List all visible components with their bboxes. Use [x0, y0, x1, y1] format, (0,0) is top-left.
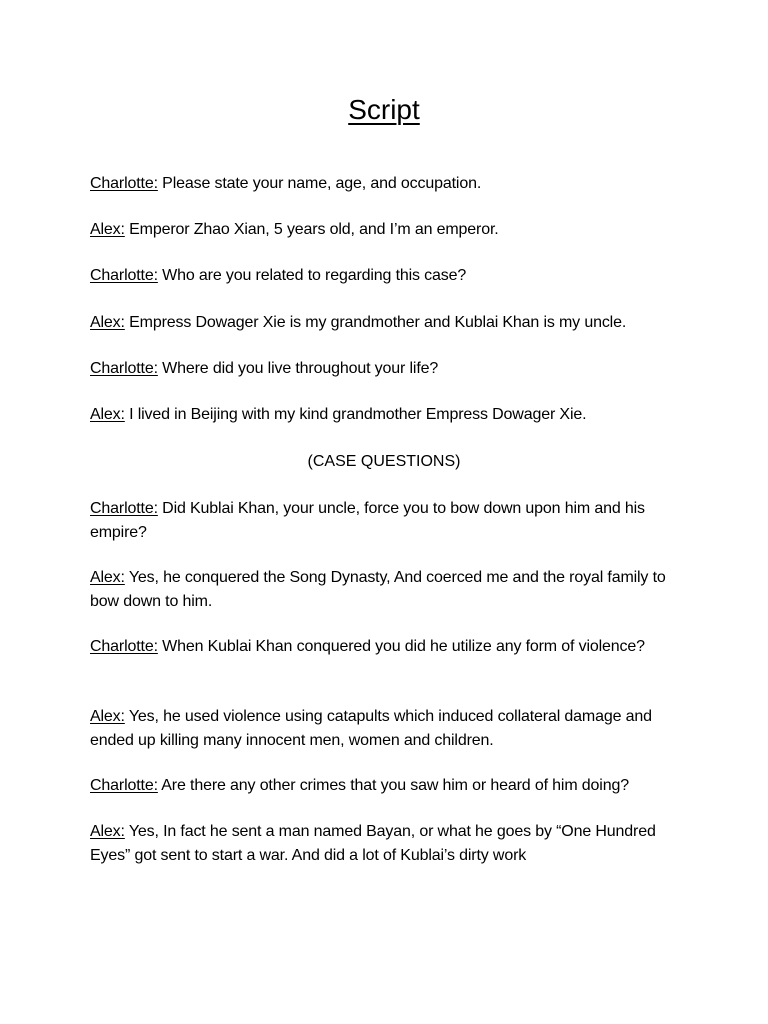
dialogue-text: Yes, In fact he sent a man named Bayan, or what he goes by “One Hundred Eyes” got sent to start a war. And did a lot of Kublai’s dirty work — [90, 823, 656, 864]
dialogue-text: Yes, he conquered the Song Dynasty, And coerced me and the royal family to bow down to him. — [90, 569, 666, 610]
section-heading: (CASE QUESTIONS) — [307, 453, 461, 470]
speaker-label: Alex: — [90, 406, 125, 423]
dialogue-line — [90, 774, 690, 798]
dialogue-text: Who are you related to regarding this case? — [157, 267, 467, 284]
dialogue-text: Please state your name, age, and occupation. — [157, 175, 482, 192]
dialogue-line — [90, 311, 690, 335]
speaker-label: Charlotte: — [90, 267, 158, 284]
speaker-label: Charlotte: — [90, 638, 158, 655]
dialogue-text: I lived in Beijing with my kind grandmother Empress Dowager Xie. — [124, 406, 587, 423]
dialogue-text: Empress Dowager Xie is my grandmother and Kublai Khan is my uncle. — [124, 314, 627, 331]
dialogue-text: Yes, he used violence using catapults which induced collateral damage and ended up killing many innocent men, women and children. — [90, 708, 652, 749]
dialogue-line — [90, 635, 690, 659]
dialogue-line — [90, 403, 690, 427]
dialogue-line — [90, 820, 690, 867]
speaker-label: Alex: — [90, 823, 125, 840]
dialogue-line — [90, 172, 690, 196]
document-title: Script — [348, 94, 420, 125]
dialogue-line — [90, 218, 690, 242]
dialogue-text: Where did you live throughout your life? — [157, 360, 439, 377]
speaker-label: Alex: — [90, 314, 125, 331]
dialogue-text: Emperor Zhao Xian, 5 years old, and I’m an emperor. — [124, 221, 499, 238]
dialogue-line — [90, 264, 690, 288]
speaker-label: Charlotte: — [90, 175, 158, 192]
speaker-label: Charlotte: — [90, 500, 158, 517]
dialogue-line — [90, 357, 690, 381]
speaker-label: Alex: — [90, 708, 125, 725]
dialogue-line — [90, 566, 690, 613]
dialogue-text: Did Kublai Khan, your uncle, force you to bow down upon him and his empire? — [90, 500, 645, 541]
speaker-label: Charlotte: — [90, 777, 158, 794]
dialogue-line — [90, 497, 690, 544]
speaker-label: Charlotte: — [90, 360, 158, 377]
dialogue-line — [90, 705, 690, 752]
speaker-label: Alex: — [90, 569, 125, 586]
dialogue-text: When Kublai Khan conquered you did he utilize any form of violence? — [157, 638, 645, 655]
dialogue-text: Are there any other crimes that you saw him or heard of him doing? — [157, 777, 629, 794]
speaker-label: Alex: — [90, 221, 125, 238]
